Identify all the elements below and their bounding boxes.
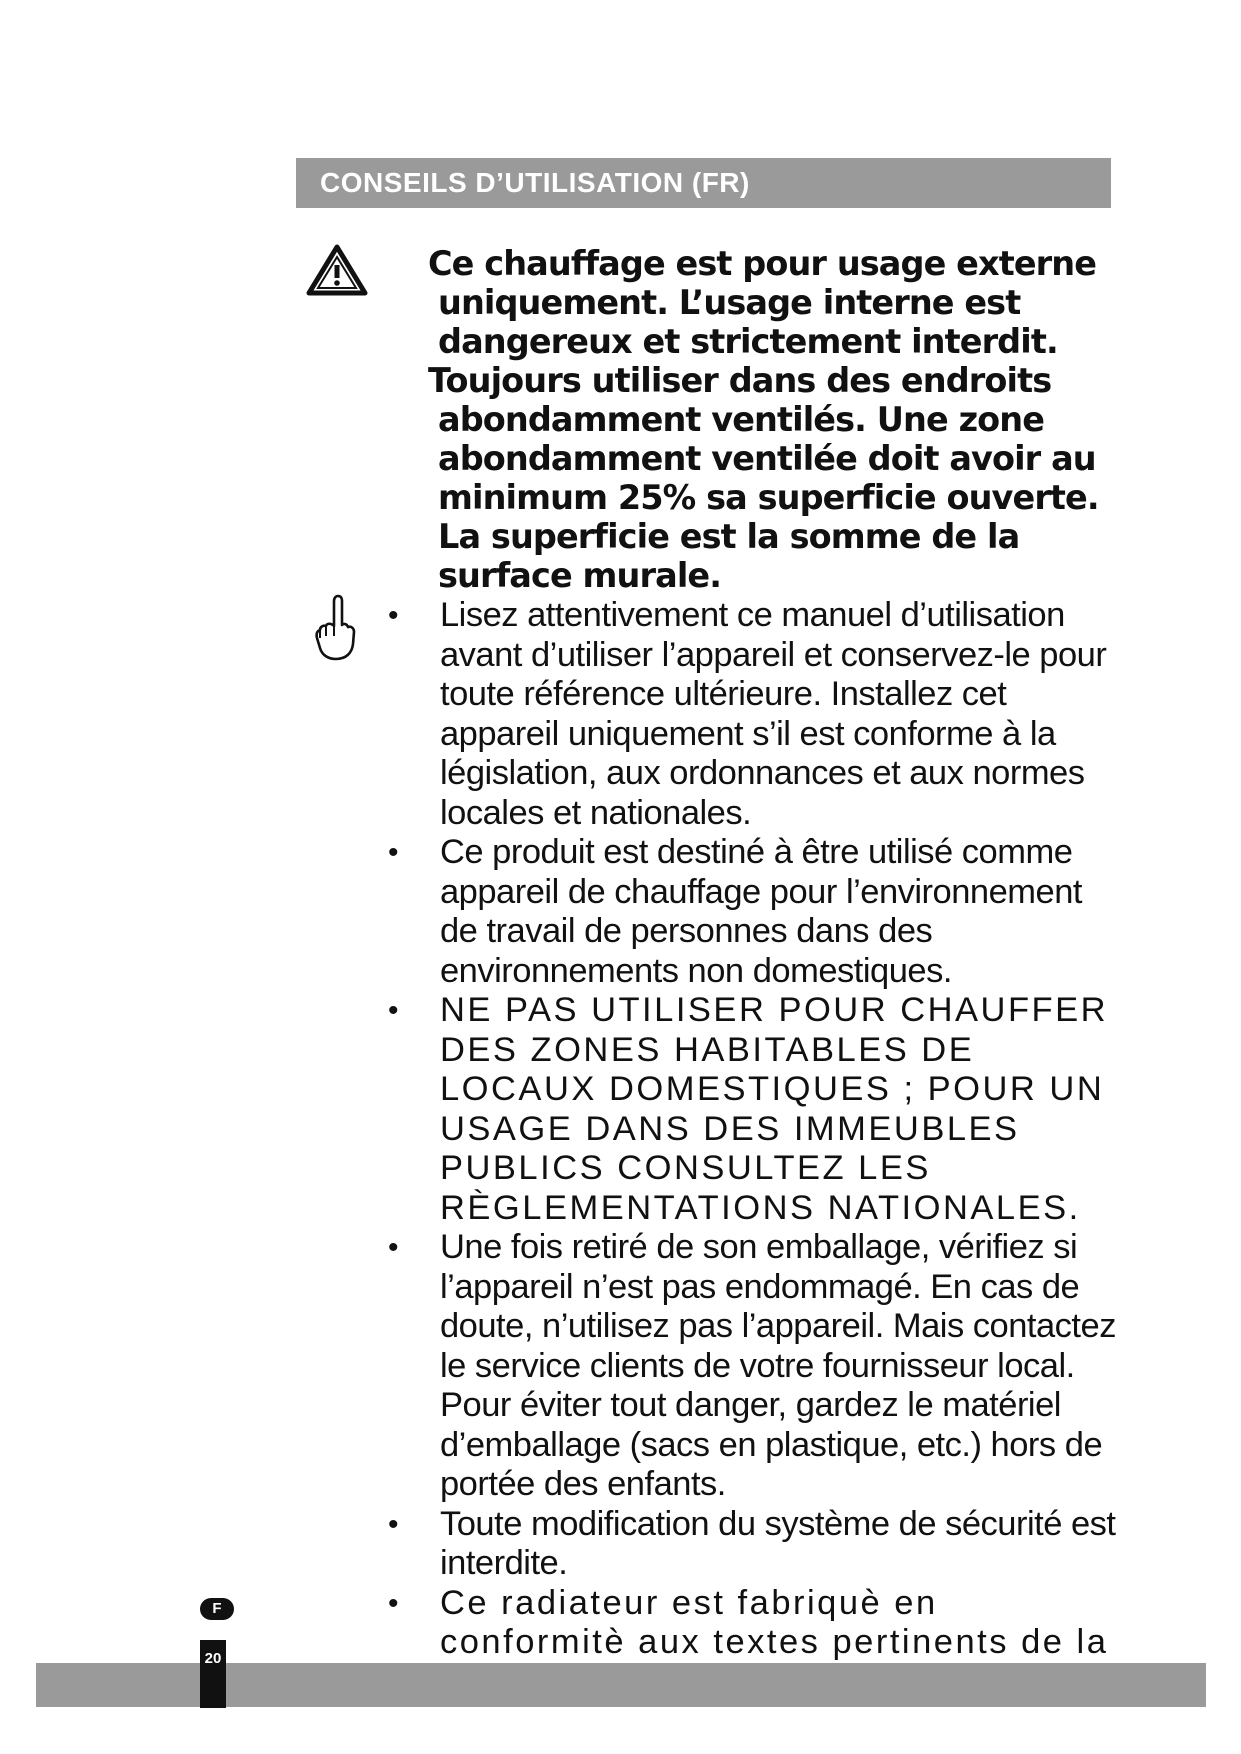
bullet-text: Une fois retiré de son emballage, vérifiez si l’appareil n’est pas endommagé. En cas de doute, n’utilisez pas l’appareil. Mais contactez le service clients de votre fournisseur local. Pour éviter tout danger, gardez le matériel d’emballage (sacs en plastique, etc.) hors de portée des enfants. xyxy=(440,1228,1116,1503)
list-item xyxy=(388,991,1118,1228)
bullet-marker: • xyxy=(388,1231,399,1264)
warning-triangle-icon xyxy=(306,244,368,296)
bullet-text: NE PAS UTILISER POUR CHAUFFER DES ZONES HABITABLES DE LOCAUX DOMESTIQUES ; POUR UN USAGE DANS DES IMMEUBLES PUBLICS CONSULTEZ LES RÈGLEMENTATIONS NATIONALES. xyxy=(440,991,1109,1227)
bullet-marker: • xyxy=(388,1507,399,1541)
list-item xyxy=(388,1505,1118,1584)
section-header: CONSEILS D’UTILISATION (FR) xyxy=(296,158,1111,208)
list-item xyxy=(388,1228,1118,1505)
bullet-text: Ce radiateur est fabriquè en conformitè aux textes pertinents de la xyxy=(440,1583,1109,1661)
page-number: 20 xyxy=(200,1640,226,1708)
bullet-marker: • xyxy=(388,836,399,869)
language-badge: F xyxy=(200,1598,234,1620)
bullet-text: Lisez attentivement ce manuel d’utilisation avant d’utiliser l’appareil et conservez-le pour toute référence ultérieure. Installez cet appareil uniquement s’il est conforme à la législation, aux ordonnances et aux normes locales et nationales. xyxy=(440,596,1107,832)
bullet-marker: • xyxy=(388,1586,402,1620)
list-item xyxy=(388,596,1118,833)
warning-paragraph-1: Ce chauffage est pour usage externe uniquement. L’usage interne est dangereux et strictement interdit. xyxy=(428,244,1097,361)
bullet-text: Ce produit est destiné à être utilisé comme appareil de chauffage pour l’environnement de travail de personnes dans des environnements non domestiques. xyxy=(440,833,1082,990)
bullet-text: Toute modification du système de sécurité est interdite. xyxy=(440,1504,1116,1582)
list-item xyxy=(388,833,1118,991)
pointing-hand-icon xyxy=(314,592,358,664)
bullet-marker: • xyxy=(388,599,399,632)
warning-paragraph-2: Toujours utiliser dans des endroits abondamment ventilés. Une zone abondamment ventilée doit avoir au minimum 25% sa superficie ouverte. La superficie est la somme de la surface murale. xyxy=(428,361,1099,595)
safety-bullet-list xyxy=(388,596,1118,1702)
bullet-marker: • xyxy=(388,994,402,1027)
warning-text-block xyxy=(428,244,1118,595)
